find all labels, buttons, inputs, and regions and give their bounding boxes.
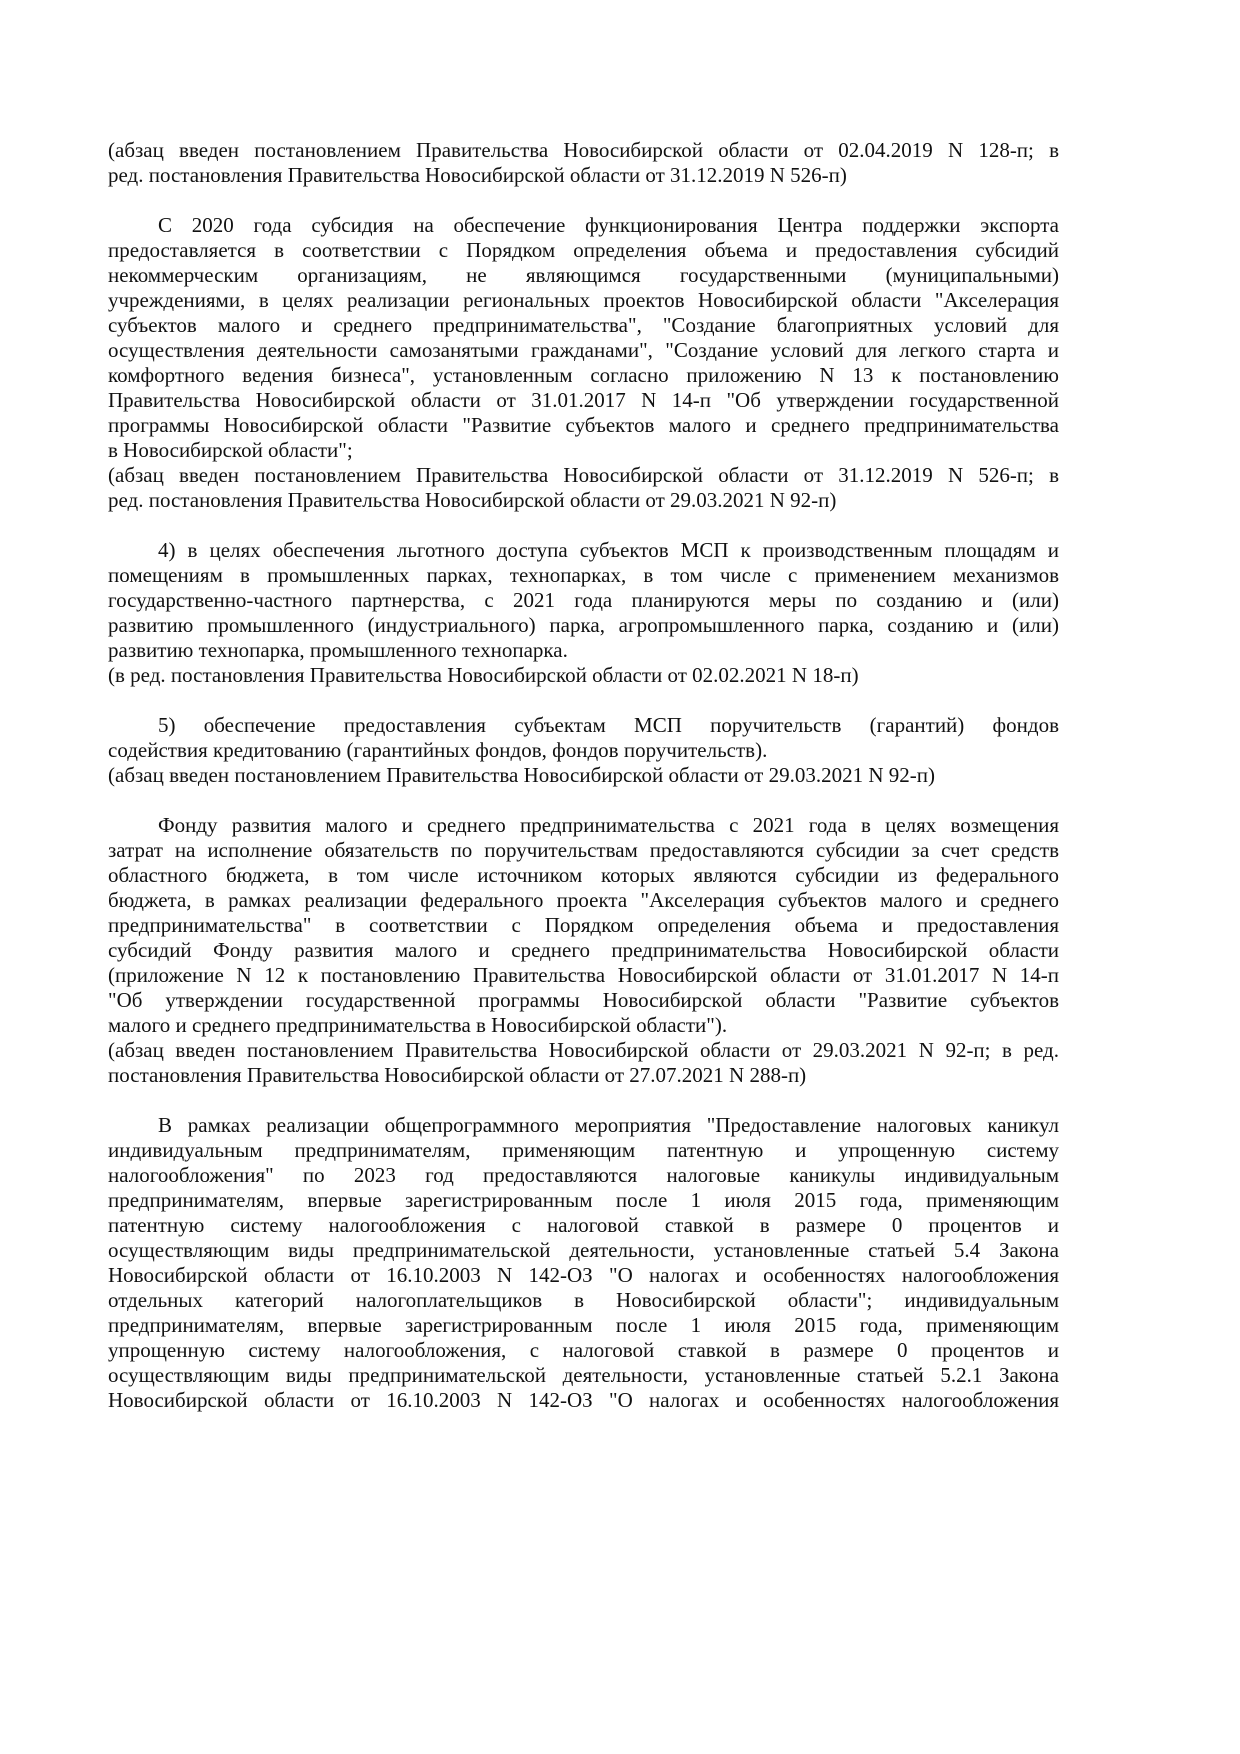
text-line: предпринимателям, впервые зарегистрированным после 1 июля 2015 года, применяющим (108, 1188, 1059, 1212)
amendment-note (108, 763, 1059, 788)
text-line: областного бюджета, в том числе источником которых являются субсидии из федерального (108, 863, 1059, 887)
amendment-note (108, 463, 1059, 513)
paragraph (108, 813, 1059, 1038)
text-line: патентную систему налогообложения с налоговой ставкой в размере 0 процентов и (108, 1213, 1059, 1237)
text-line: учреждениями, в целях реализации региональных проектов Новосибирской области "Акселерация (108, 288, 1059, 312)
text-line: (абзац введен постановлением Правительства Новосибирской области от 02.04.2019 N 128-п; в (108, 138, 1059, 162)
text-line: развитию технопарка, промышленного технопарка. (108, 638, 568, 662)
text-line: содействия кредитованию (гарантийных фондов, фондов поручительств). (108, 738, 768, 762)
document-page (108, 138, 1059, 1413)
text-line: (абзац введен постановлением Правительства Новосибирской области от 29.03.2021 N 92-п) (108, 763, 935, 787)
text-line: Новосибирской области от 16.10.2003 N 142-ОЗ "О налогах и особенностях налогообложения (108, 1388, 1059, 1412)
text-line: "Об утверждении государственной программы Новосибирской области "Развитие субъектов (108, 988, 1059, 1012)
text-line: в Новосибирской области"; (108, 438, 353, 462)
text-line: ред. постановления Правительства Новосибирской области от 31.12.2019 N 526-п) (108, 163, 847, 187)
paragraph (108, 213, 1059, 463)
text-line: предпринимательства" в соответствии с Порядком определения объема и предоставления (108, 913, 1059, 937)
paragraph (108, 713, 1059, 763)
text-line: Фонду развития малого и среднего предпринимательства с 2021 года в целях возмещения (158, 813, 1059, 837)
text-line: затрат на исполнение обязательств по поручительствам предоставляются субсидии за счет средств (108, 838, 1059, 862)
text-line: субъектов малого и среднего предпринимательства", "Создание благоприятных условий для (108, 313, 1059, 337)
text-line: 5) обеспечение предоставления субъектам МСП поручительств (гарантий) фондов (158, 713, 1059, 737)
text-line: предпринимателям, впервые зарегистрированным после 1 июля 2015 года, применяющим (108, 1313, 1059, 1337)
text-line: ред. постановления Правительства Новосибирской области от 29.03.2021 N 92-п) (108, 488, 837, 512)
text-line: (абзац введен постановлением Правительства Новосибирской области от 31.12.2019 N 526-п; в (108, 463, 1059, 487)
text-line: предоставляется в соответствии с Порядком определения объема и предоставления субсидий (108, 238, 1059, 262)
text-line: малого и среднего предпринимательства в Новосибирской области"). (108, 1013, 728, 1037)
paragraph (108, 1113, 1059, 1413)
paragraph (108, 538, 1059, 663)
text-line: налогообложения" по 2023 год предоставляются налоговые каникулы индивидуальным (108, 1163, 1059, 1187)
amendment-note (108, 1038, 1059, 1088)
text-line: программы Новосибирской области "Развитие субъектов малого и среднего предпринимательства (108, 413, 1059, 437)
text-line: (приложение N 12 к постановлению Правительства Новосибирской области от 31.01.2017 N 14-п (108, 963, 1059, 987)
text-line: бюджета, в рамках реализации федерального проекта "Акселерация субъектов малого и среднего (108, 888, 1059, 912)
text-line: индивидуальным предпринимателям, применяющим патентную и упрощенную систему (108, 1138, 1059, 1162)
text-line: осуществляющим виды предпринимательской деятельности, установленные статьей 5.2.1 Закона (108, 1363, 1059, 1387)
text-line: отдельных категорий налогоплательщиков в Новосибирской области"; индивидуальным (108, 1288, 1059, 1312)
text-line: государственно-частного партнерства, с 2021 года планируются меры по созданию и (или) (108, 588, 1059, 612)
amendment-note (108, 663, 1059, 688)
text-line: некоммерческим организациям, не являющимся государственными (муниципальными) (108, 263, 1059, 287)
text-line: развитию промышленного (индустриального) парка, агропромышленного парка, созданию и (или) (108, 613, 1059, 637)
text-line: осуществления деятельности самозанятыми гражданами", "Создание условий для легкого старта и (108, 338, 1059, 362)
text-line: (абзац введен постановлением Правительства Новосибирской области от 29.03.2021 N 92-п; в ред. (108, 1038, 1059, 1062)
text-line: осуществляющим виды предпринимательской деятельности, установленные статьей 5.4 Закона (108, 1238, 1059, 1262)
text-line: комфортного ведения бизнеса", установленным согласно приложению N 13 к постановлению (108, 363, 1059, 387)
text-line: субсидий Фонду развития малого и среднего предпринимательства Новосибирской области (108, 938, 1059, 962)
text-line: Правительства Новосибирской области от 31.01.2017 N 14-п "Об утверждении государственной (108, 388, 1059, 412)
text-line: (в ред. постановления Правительства Новосибирской области от 02.02.2021 N 18-п) (108, 663, 859, 687)
amendment-note (108, 138, 1059, 188)
text-line: помещениям в промышленных парках, технопарках, в том числе с применением механизмов (108, 563, 1059, 587)
text-line: 4) в целях обеспечения льготного доступа субъектов МСП к производственным площадям и (158, 538, 1059, 562)
text-line: постановления Правительства Новосибирской области от 27.07.2021 N 288-п) (108, 1063, 807, 1087)
text-line: упрощенную систему налогообложения, с налоговой ставкой в размере 0 процентов и (108, 1338, 1059, 1362)
text-line: Новосибирской области от 16.10.2003 N 142-ОЗ "О налогах и особенностях налогообложения (108, 1263, 1059, 1287)
text-line: С 2020 года субсидия на обеспечение функционирования Центра поддержки экспорта (158, 213, 1059, 237)
text-line: В рамках реализации общепрограммного мероприятия "Предоставление налоговых каникул (158, 1113, 1059, 1137)
